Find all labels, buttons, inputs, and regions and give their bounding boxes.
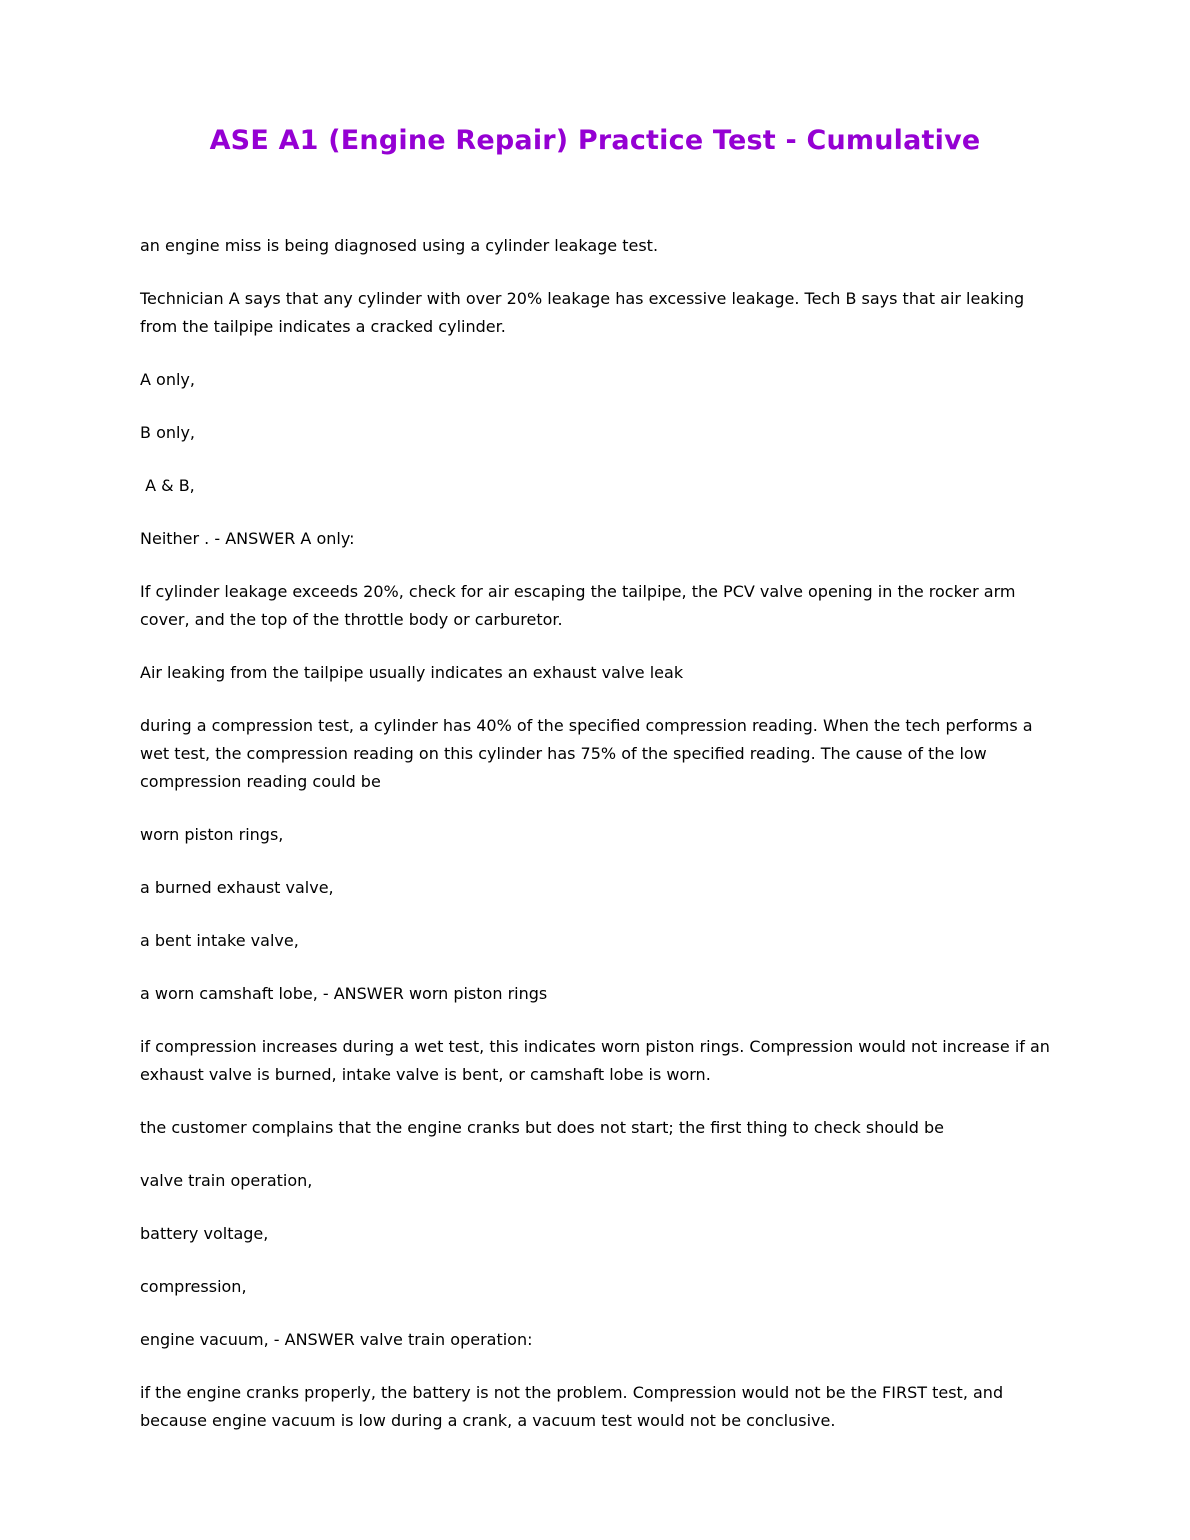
paragraph-option: a bent intake valve,	[140, 931, 299, 950]
paragraph-option-ab: A & B,	[140, 476, 195, 495]
paragraph-option: compression,	[140, 1277, 247, 1296]
paragraph-explanation: If cylinder leakage exceeds 20%, check for air escaping the tailpipe, the PCV valve opening in the rocker arm cover, and the top of the throttle body or carburetor.	[140, 582, 1021, 629]
paragraph-answer-line: engine vacuum, - ANSWER valve train operation:	[140, 1330, 533, 1349]
paragraph-option: valve train operation,	[140, 1171, 313, 1190]
paragraph-question-intro: an engine miss is being diagnosed using a cylinder leakage test.	[140, 236, 659, 255]
paragraph-answer-line: Neither . - ANSWER A only:	[140, 529, 355, 548]
paragraph-question-body: during a compression test, a cylinder has 40% of the specified compression reading. When the tech performs a wet test, the compression reading on this cylinder has 75% of the specified reading. The cause of the low compression reading could be	[140, 716, 1038, 791]
paragraph-option: worn piston rings,	[140, 825, 284, 844]
paragraph-option-a: A only,	[140, 370, 195, 389]
paragraph-option: battery voltage,	[140, 1224, 269, 1243]
paragraph-answer-line: a worn camshaft lobe, - ANSWER worn piston rings	[140, 984, 548, 1003]
paragraph-explanation: if compression increases during a wet test, this indicates worn piston rings. Compression would not increase if an exhaust valve is burned, intake valve is bent, or camshaft lobe is worn.	[140, 1037, 1056, 1084]
document-body	[140, 232, 1056, 1435]
paragraph-explanation: if the engine cranks properly, the battery is not the problem. Compression would not be the FIRST test, and because engine vacuum is low during a crank, a vacuum test would not be conclusive.	[140, 1383, 1009, 1430]
paragraph-explanation: Air leaking from the tailpipe usually indicates an exhaust valve leak	[140, 663, 684, 682]
paragraph-question-body: Technician A says that any cylinder with over 20% leakage has excessive leakage. Tech B says that air leaking from the tailpipe indicates a cracked cylinder.	[140, 289, 1030, 336]
paragraph-question-body: the customer complains that the engine cranks but does not start; the first thing to check should be	[140, 1118, 944, 1137]
page-title: ASE A1 (Engine Repair) Practice Test - Cumulative	[209, 125, 981, 156]
paragraph-option-b: B only,	[140, 423, 195, 442]
paragraph-option: a burned exhaust valve,	[140, 878, 334, 897]
